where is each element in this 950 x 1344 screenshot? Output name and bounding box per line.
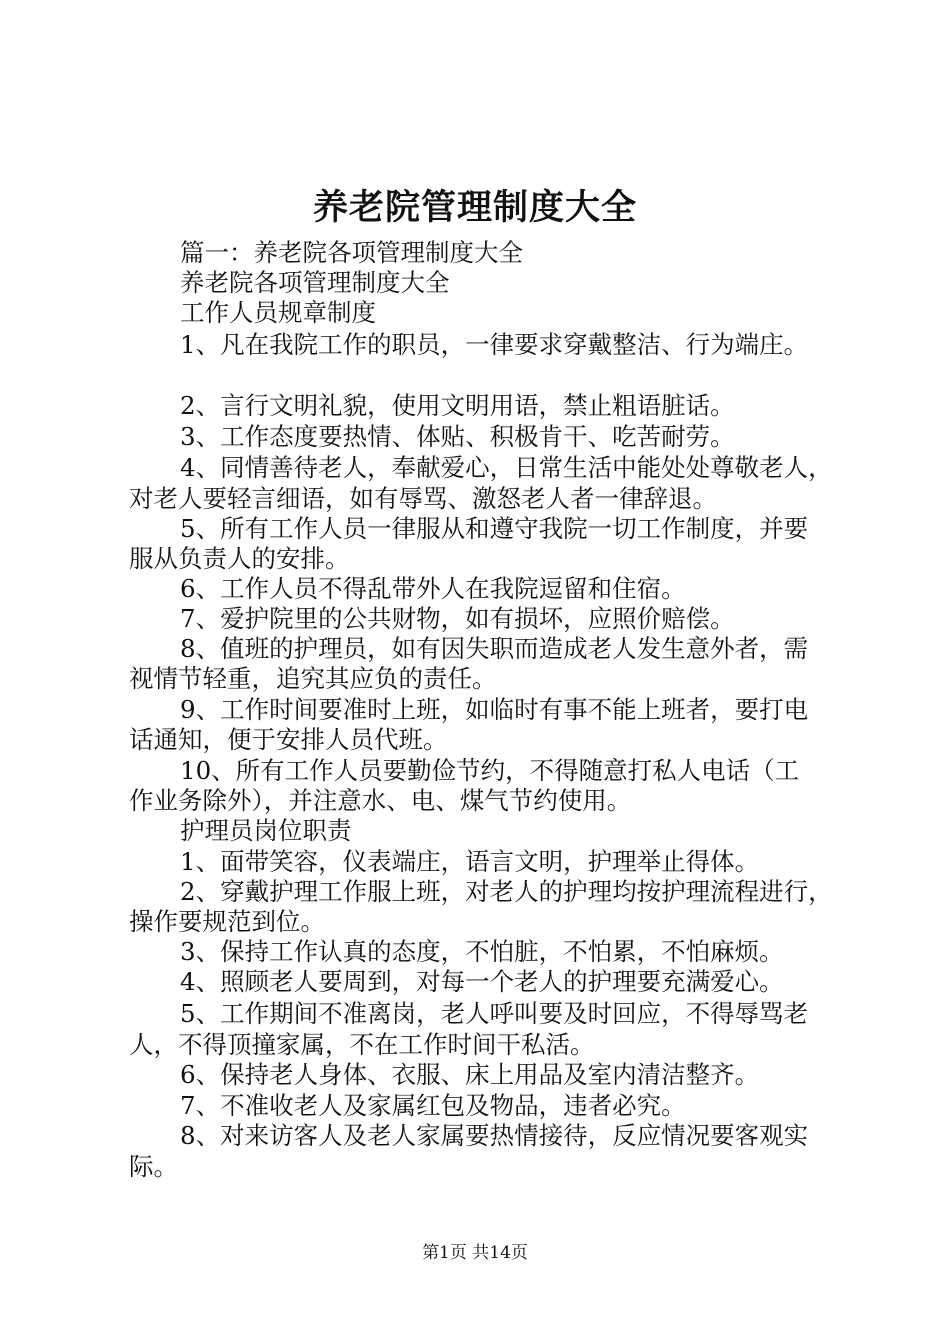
paragraph-line: 际。 — [129, 1152, 178, 1181]
subsection-heading: 工作人员规章制度 — [180, 298, 376, 327]
paragraph-line: 4、照顾老人要周到，对每一个老人的护理要充满爱心。 — [180, 967, 784, 996]
paragraph-line: 1、面带笑容，仪表端庄，语言文明，护理举止得体。 — [180, 847, 760, 876]
page-number-footer: 第1页 共14页 — [422, 1243, 528, 1263]
paragraph-line: 对老人要轻言细语，如有辱骂、激怒老人者一律辞退。 — [129, 484, 717, 513]
paragraph-line: 作业务除外），并注意水、电、煤气节约使用。 — [129, 786, 632, 815]
paragraph-line: 10、所有工作人员要勤俭节约，不得随意打私人电话（工 — [180, 756, 800, 785]
subsection-heading: 护理员岗位职责 — [180, 816, 352, 845]
paragraph-line: 5、所有工作人员一律服从和遵守我院一切工作制度，并要 — [180, 514, 809, 543]
paragraph-line: 7、爱护院里的公共财物，如有损坏，应照价赔偿。 — [180, 604, 735, 633]
paragraph-line: 7、不准收老人及家属红包及物品，违者必究。 — [180, 1091, 686, 1120]
paragraph-line: 视情节轻重，追究其应负的责任。 — [129, 664, 497, 693]
section-heading: 篇一：养老院各项管理制度大全 — [180, 238, 523, 267]
paragraph-line: 6、工作人员不得乱带外人在我院逗留和住宿。 — [180, 574, 686, 603]
paragraph-line: 2、言行文明礼貌，使用文明用语，禁止粗语脏话。 — [180, 391, 735, 420]
paragraph-line: 9、工作时间要准时上班，如临时有事不能上班者，要打电 — [180, 695, 809, 724]
paragraph-line: 5、工作期间不准离岗，老人呼叫要及时回应，不得辱骂老 — [180, 999, 809, 1028]
paragraph-line: 4、同情善待老人，奉献爱心，日常生活中能处处尊敬老人， — [180, 453, 833, 482]
paragraph-line: 8、值班的护理员，如有因失职而造成老人发生意外者，需 — [180, 634, 809, 663]
paragraph-line: 话通知，便于安排人员代班。 — [129, 725, 448, 754]
document-title: 养老院管理制度大全 — [312, 187, 637, 228]
paragraph-line: 1、凡在我院工作的职员，一律要求穿戴整洁、行为端庄。 — [180, 330, 809, 359]
subtitle: 养老院各项管理制度大全 — [180, 268, 450, 297]
paragraph-line: 3、保持工作认真的态度，不怕脏，不怕累，不怕麻烦。 — [180, 937, 784, 966]
paragraph-line: 6、保持老人身体、衣服、床上用品及室内清洁整齐。 — [180, 1060, 760, 1089]
paragraph-line: 8、对来访客人及老人家属要热情接待，反应情况要客观实 — [180, 1121, 809, 1150]
paragraph-line: 3、工作态度要热情、体贴、积极肯干、吃苦耐劳。 — [180, 422, 735, 451]
paragraph-line: 人，不得顶撞家属，不在工作时间干私活。 — [129, 1030, 595, 1059]
paragraph-line: 操作要规范到位。 — [129, 907, 325, 936]
paragraph-line: 2、穿戴护理工作服上班，对老人的护理均按护理流程进行， — [180, 877, 833, 906]
paragraph-line: 服从负责人的安排。 — [129, 544, 350, 573]
